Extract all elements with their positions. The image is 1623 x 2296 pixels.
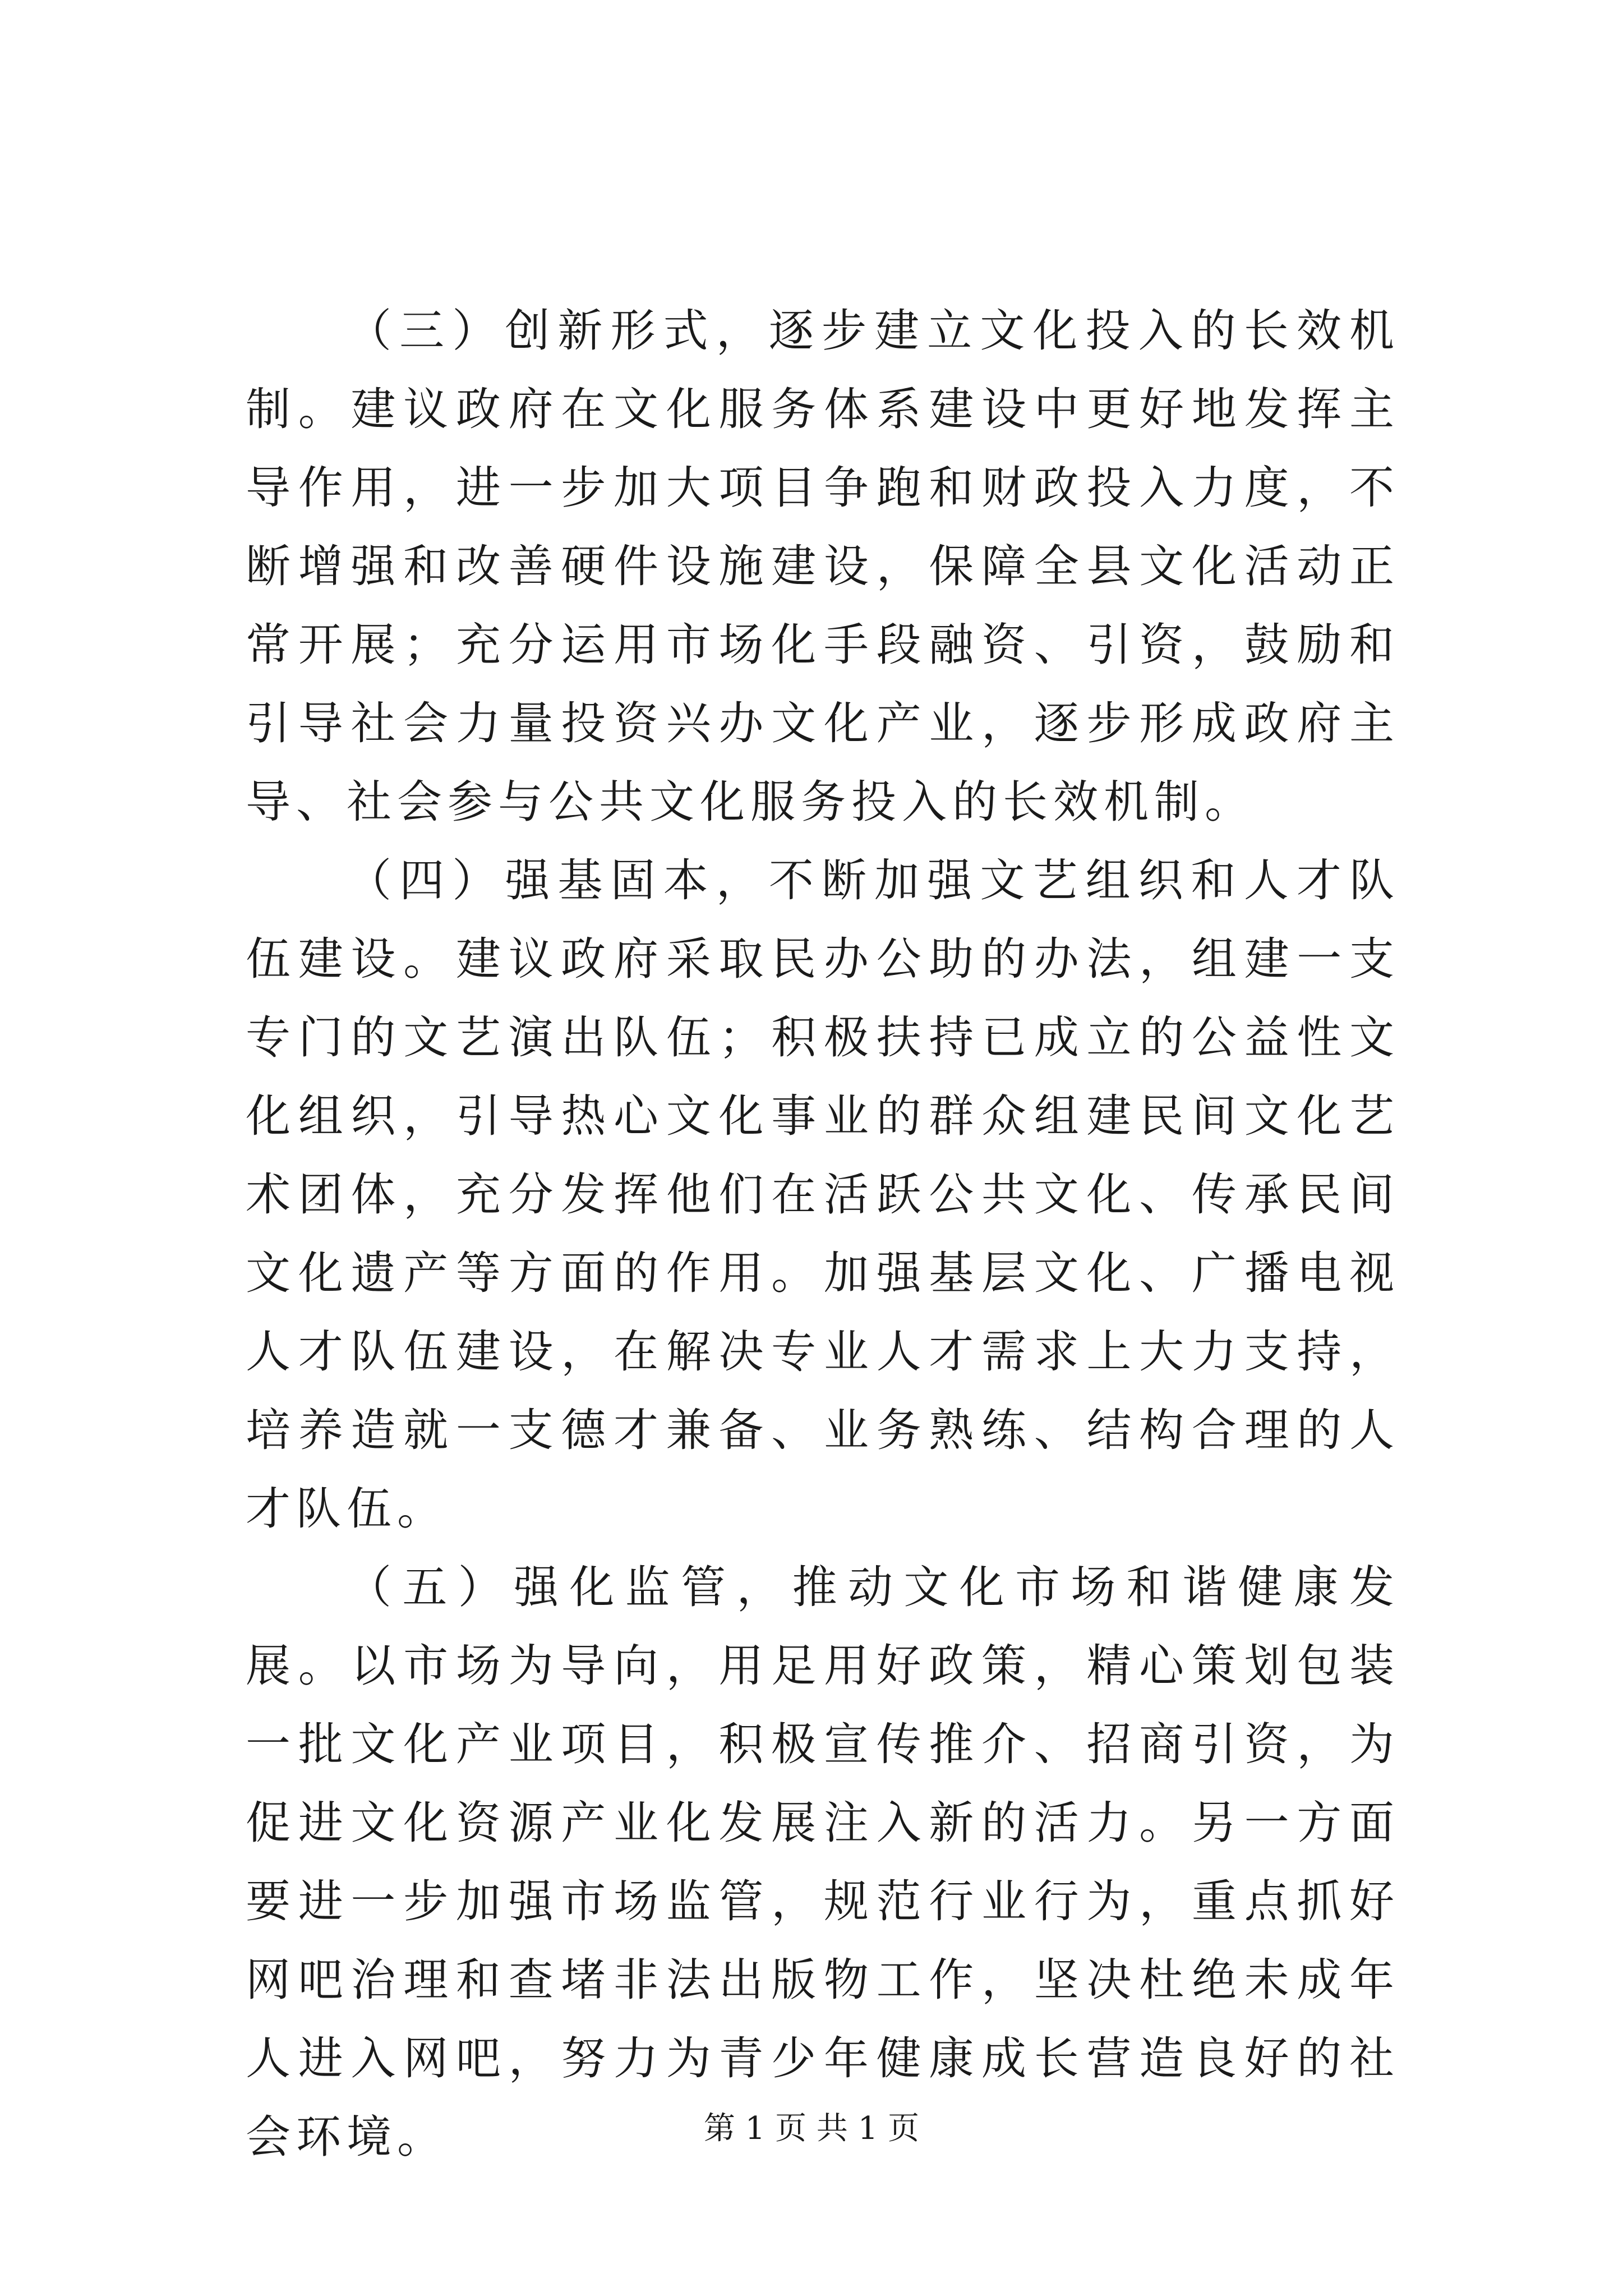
page-footer: 第 1 页 共 1 页 [703,2110,920,2147]
paragraph-3: （三）创新形式，逐步建立文化投入的长效机制。建议政府在文化服务体系建设中更好地发挥主导作用，进一步加大项目争跑和财政投入力度，不断增强和改善硬件设施建设，保障全县文化活动正常开展；充分运用市场化手段融资、引资，鼓励和引导社会力量投资兴办文化产业，逐步形成政府主导、社会参与公共文化服务投入的长效机制。 [246,305,1400,828]
document-body [246,292,1400,2177]
paragraph-5: （五）强化监管，推动文化市场和谐健康发展。以市场为导向，用足用好政策，精心策划包装一批文化产业项目，积极宣传推介、招商引资，为促进文化资源产业化发展注入新的活力。另一方面要进一步加强市场监管，规范行业行为，重点抓好网吧治理和查堵非法出版物工作，坚决杜绝未成年人进入网吧，努力为青少年健康成长营造良好的社会环境。 [246,1561,1400,2163]
paragraph-4: （四）强基固本，不断加强文艺组织和人才队伍建设。建议政府采取民办公助的办法，组建一支专门的文艺演出队伍；积极扶持已成立的公益性文化组织，引导热心文化事业的群众组建民间文化艺术团体，充分发挥他们在活跃公共文化、传承民间文化遗产等方面的作用。加强基层文化、广播电视人才队伍建设，在解决专业人才需求上大力支持，培养造就一支德才兼备、业务熟练、结构合理的人才队伍。 [246,854,1400,1535]
